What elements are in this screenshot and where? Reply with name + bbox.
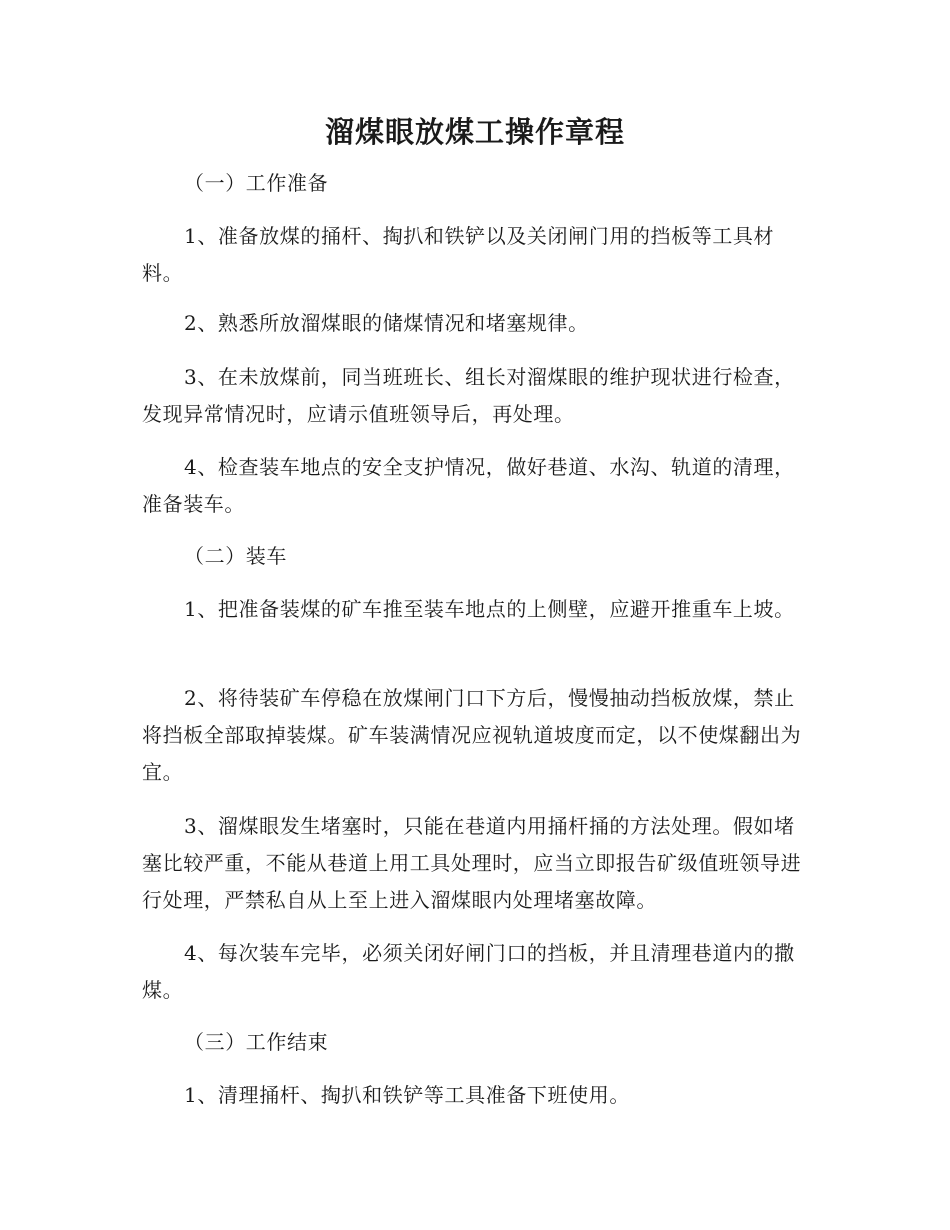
paragraph-3-1: 1、清理捅杆、掏扒和铁铲等工具准备下班使用。: [184, 1083, 630, 1107]
paragraph-1-2: 2、熟悉所放溜煤眼的储煤情况和堵塞规律。: [184, 311, 589, 335]
paragraph-1-3: 3、在未放煤前，同当班班长、组长对溜煤眼的维护现状进行检查，发现异常情况时，应请示值班领导后，再处理。: [142, 365, 795, 426]
document-title: 溜煤眼放煤工操作章程: [324, 115, 625, 149]
paragraph-1-1: 1、准备放煤的捅杆、掏扒和铁铲以及关闭闸门用的挡板等工具材料。: [142, 224, 775, 285]
paragraph-2-1: 1、把准备装煤的矿车推至装车地点的上侧壁，应避开推重车上坡。: [184, 597, 795, 621]
section-heading-1: （一）工作准备: [184, 171, 329, 195]
section-heading-2: （二）装车: [184, 544, 287, 568]
paragraph-1-4: 4、检查装车地点的安全支护情况，做好巷道、水沟、轨道的清理，准备装车。: [142, 455, 795, 516]
section-heading-3: （三）工作结束: [184, 1030, 329, 1054]
paragraph-2-2: 2、将待装矿车停稳在放煤闸门口下方后，慢慢抽动挡板放煤，禁止将挡板全部取掉装煤。矿车装满情况应视轨道坡度而定，以不使煤翻出为宜。: [142, 686, 802, 784]
paragraph-2-3: 3、溜煤眼发生堵塞时，只能在巷道内用捅杆捅的方法处理。假如堵塞比较严重，不能从巷道上用工具处理时，应当立即报告矿级值班领导进行处理，严禁私自从上至上进入溜煤眼内处理堵塞故障。: [142, 814, 802, 912]
paragraph-2-4: 4、每次装车完毕，必须关闭好闸门口的挡板，并且清理巷道内的撒煤。: [142, 941, 795, 1002]
